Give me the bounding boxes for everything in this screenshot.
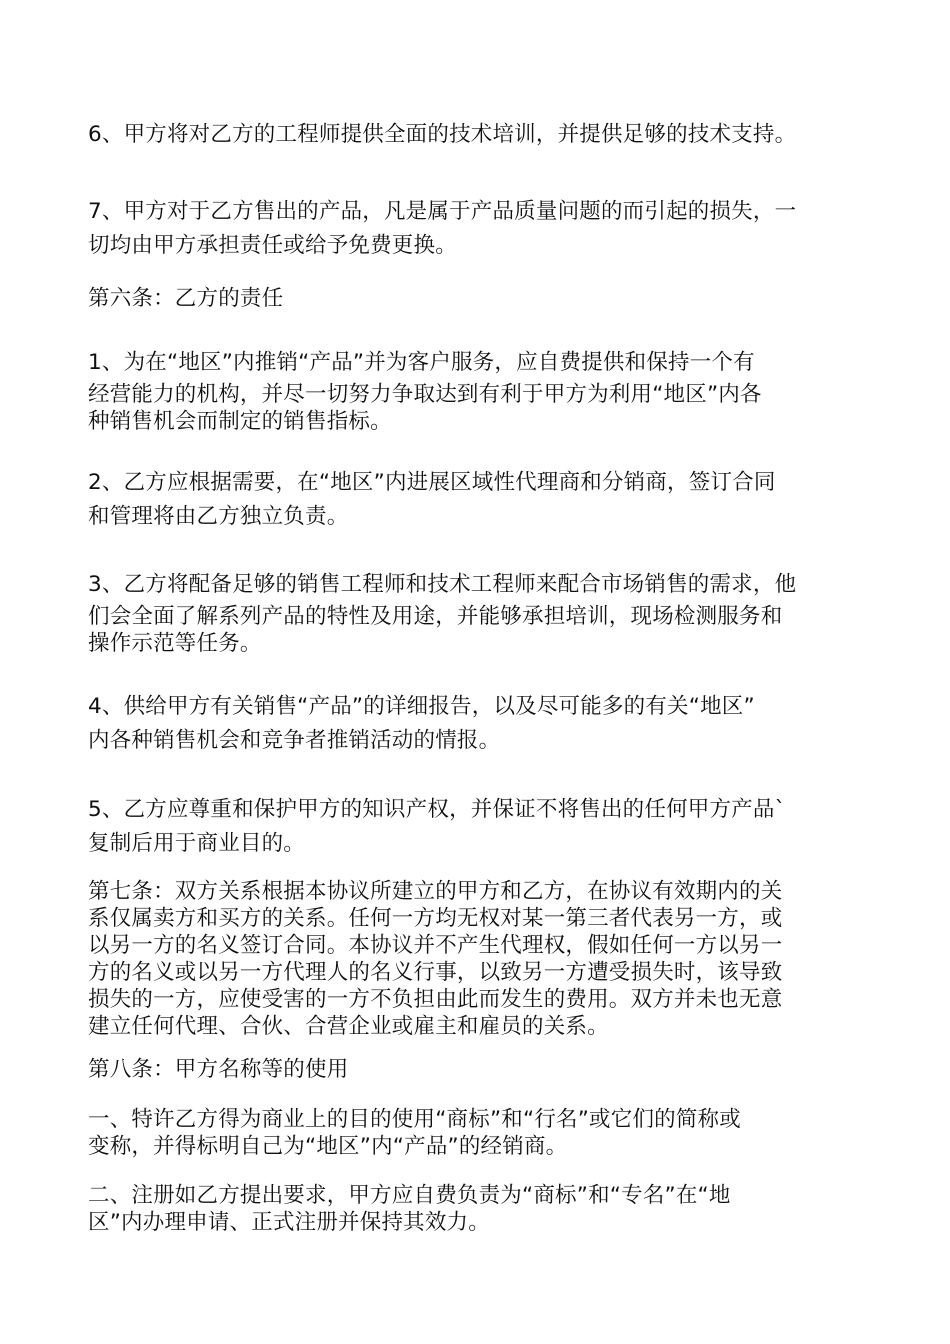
text-line: 二、注册如乙方提出要求，甲方应自费负责为“商标”和“专名”在“地: [88, 1183, 731, 1208]
text-line: 内各种销售机会和竞争者推销活动的情报。: [88, 728, 501, 753]
text-line: 建立任何代理、合伙、合营企业或雇主和雇员的关系。: [88, 1014, 609, 1039]
text-line: 区”内办理申请、正式注册并保持其效力。: [88, 1210, 490, 1235]
text-line: 以另一方的名义签订合同。本协议并不产生代理权，假如任何一方以另一: [88, 933, 783, 958]
text-line: 2、乙方应根据需要，在“地区”内进展区域性代理商和分销商，签订合同: [88, 470, 776, 495]
text-line: 系仅属卖方和买方的关系。任何一方均无权对某一第三者代表另一方，或: [88, 906, 783, 931]
text-line: 方的名义或以另一方代理人的名义行事，以致另一方遭受损失时，该导致: [88, 960, 783, 985]
article-6-heading: [88, 282, 864, 316]
text-line: 4、供给甲方有关销售“产品”的详细报告，以及尽可能多的有关“地区”: [88, 694, 755, 719]
usage-item-1: [88, 1106, 864, 1160]
duty-item-5: [88, 793, 864, 861]
text-line: 第七条：双方关系根据本协议所建立的甲方和乙方，在协议有效期内的关: [88, 879, 783, 904]
text-line: 切均由甲方承担责任或给予免费更换。: [88, 233, 457, 258]
usage-item-2: [88, 1182, 864, 1236]
text-line: 种销售机会而制定的销售指标。: [88, 409, 392, 434]
text-line: 损失的一方，应使受害的一方不负担由此而发生的费用。双方并未也无意: [88, 987, 783, 1012]
text-line: 7、甲方对于乙方售出的产品，凡是属于产品质量问题的而引起的损失，一: [88, 199, 797, 224]
article-8-heading: [88, 1056, 864, 1083]
text-line: 第六条：乙方的责任: [88, 286, 284, 311]
duty-item-2: [88, 466, 864, 534]
paragraph-item-6: [88, 118, 864, 152]
text-line: 一、特许乙方得为商业上的目的使用“商标”和“行名”或它们的简称或: [88, 1107, 741, 1132]
text-line: 5、乙方应尊重和保护甲方的知识产权，并保证不将售出的任何甲方产品`: [88, 797, 786, 822]
text-line: 变称，并得标明自己为“地区”内“产品”的经销商。: [88, 1134, 568, 1159]
text-line: 3、乙方将配备足够的销售工程师和技术工程师来配合市场销售的需求，他: [88, 572, 797, 597]
duty-item-3: [88, 566, 864, 657]
text-line: 1、为在“地区”内推销“产品”并为客户服务，应自费提供和保持一个有: [88, 350, 755, 375]
article-7-paragraph: [88, 878, 864, 1040]
text-line: 复制后用于商业目的。: [88, 831, 306, 856]
duty-item-1: [88, 344, 864, 435]
text-line: 们会全面了解系列产品的特性及用途，并能够承担培训，现场检测服务和: [88, 604, 783, 629]
text-line: 和管理将由乙方独立负责。: [88, 504, 349, 529]
text-line: 第八条：甲方名称等的使用: [88, 1057, 349, 1082]
paragraph-item-7: [88, 195, 864, 263]
duty-item-4: [88, 690, 864, 758]
text-line: 经营能力的机构，并尽一切努力争取达到有利于甲方为利用“地区”内各: [88, 382, 762, 407]
text-line: 6、甲方将对乙方的工程师提供全面的技术培训，并提供足够的技术支持。: [88, 122, 797, 147]
text-line: 操作示范等任务。: [88, 631, 262, 656]
